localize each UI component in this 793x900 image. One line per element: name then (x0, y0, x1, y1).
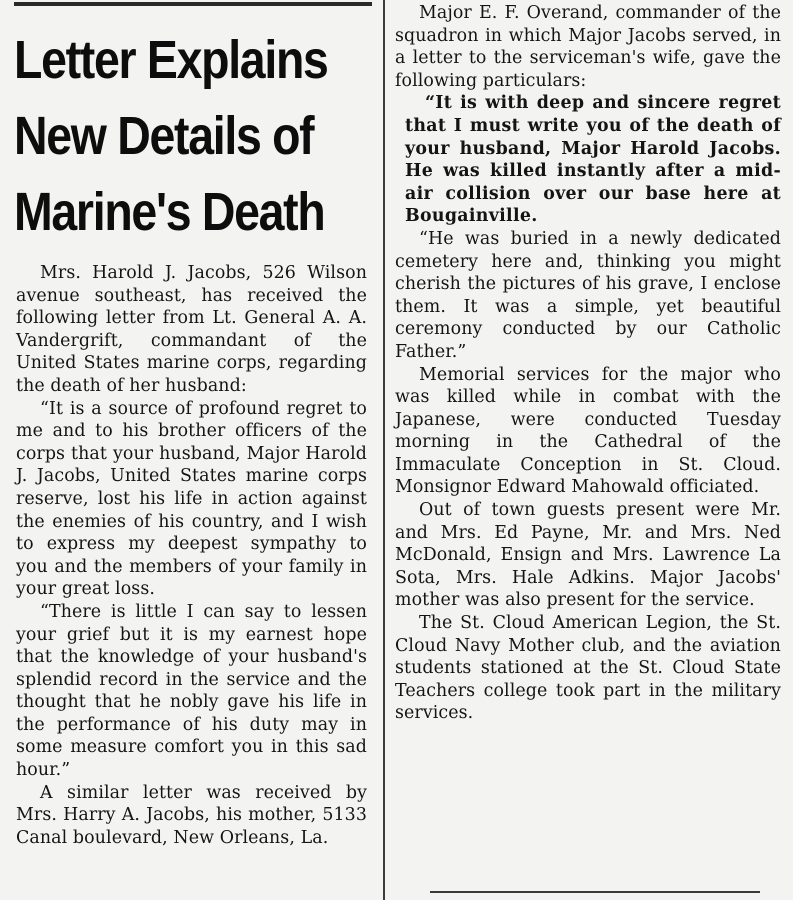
overand-quote-bold: “It is with deep and sincere regret that I must write you of the death of your husband, Major Harold Jacobs. He was killed instantly after a mid-air collision over our base here at Bougainville. (405, 93, 781, 227)
right-column (395, 2, 781, 725)
mother-letter-paragraph: A similar letter was received by Mrs. Harry A. Jacobs, his mother, 5133 Canal boulevard, New Orleans, La. (16, 782, 367, 848)
left-column (16, 262, 367, 849)
overand-intro-paragraph: Major E. F. Overand, commander of the squadron in which Major Jacobs served, in a letter to the serviceman's wife, gave the following particulars: (395, 3, 781, 91)
guests-paragraph: Out of town guests present were Mr. and Mrs. Ed Payne, Mr. and Mrs. Ned McDonald, Ensign and Mrs. Lawrence La Sota, Mrs. Hale Adkins. Major Jacobs' mother was also present for the service. (395, 500, 781, 611)
headline-line: New Details of (14, 106, 314, 166)
top-rule (14, 2, 372, 6)
headline (14, 22, 328, 250)
letter-paragraph: “It is a source of profound regret to me and to his brother officers of the corps that your husband, Major Harold J. Jacobs, United States marine corps reserve, lost his life in action against the enemies of his country, and I wish to express my deepest sympathy to you and the members of your family in your great loss. (16, 398, 367, 600)
overand-quote-continued: “He was buried in a newly dedicated cemetery here and, thinking you might cherish the pictures of his grave, I enclose them. It was a simple, yet beautiful ceremony conducted by our Catholic Father.” (395, 228, 781, 362)
legion-paragraph: The St. Cloud American Legion, the St. Cloud Navy Mother club, and the aviation students stationed at the St. Cloud State Teachers college took part in the military services. (395, 613, 781, 724)
headline-line: Marine's Death (14, 182, 325, 242)
headline-line: Letter Explains (14, 30, 328, 90)
letter-paragraph: “There is little I can say to lessen your grief but it is my earnest hope that the knowledge of your husband's splendid record in the service and the thought that he nobly gave his life in the performance of his duty may in some measure comfort you in this sad hour.” (16, 601, 367, 781)
column-divider (383, 0, 385, 900)
memorial-paragraph: Memorial services for the major who was killed while in combat with the Japanese, were conducted Tuesday morning in the Cathedral of the Immaculate Conception in St. Cloud. Monsignor Edward Mahowald officiated. (395, 364, 781, 498)
bottom-rule (430, 891, 760, 893)
lead-paragraph: Mrs. Harold J. Jacobs, 526 Wilson avenue southeast, has received the following letter from Lt. General A. A. Vandergrift, commandant of the United States marine corps, regarding the death of her husband: (16, 263, 367, 396)
